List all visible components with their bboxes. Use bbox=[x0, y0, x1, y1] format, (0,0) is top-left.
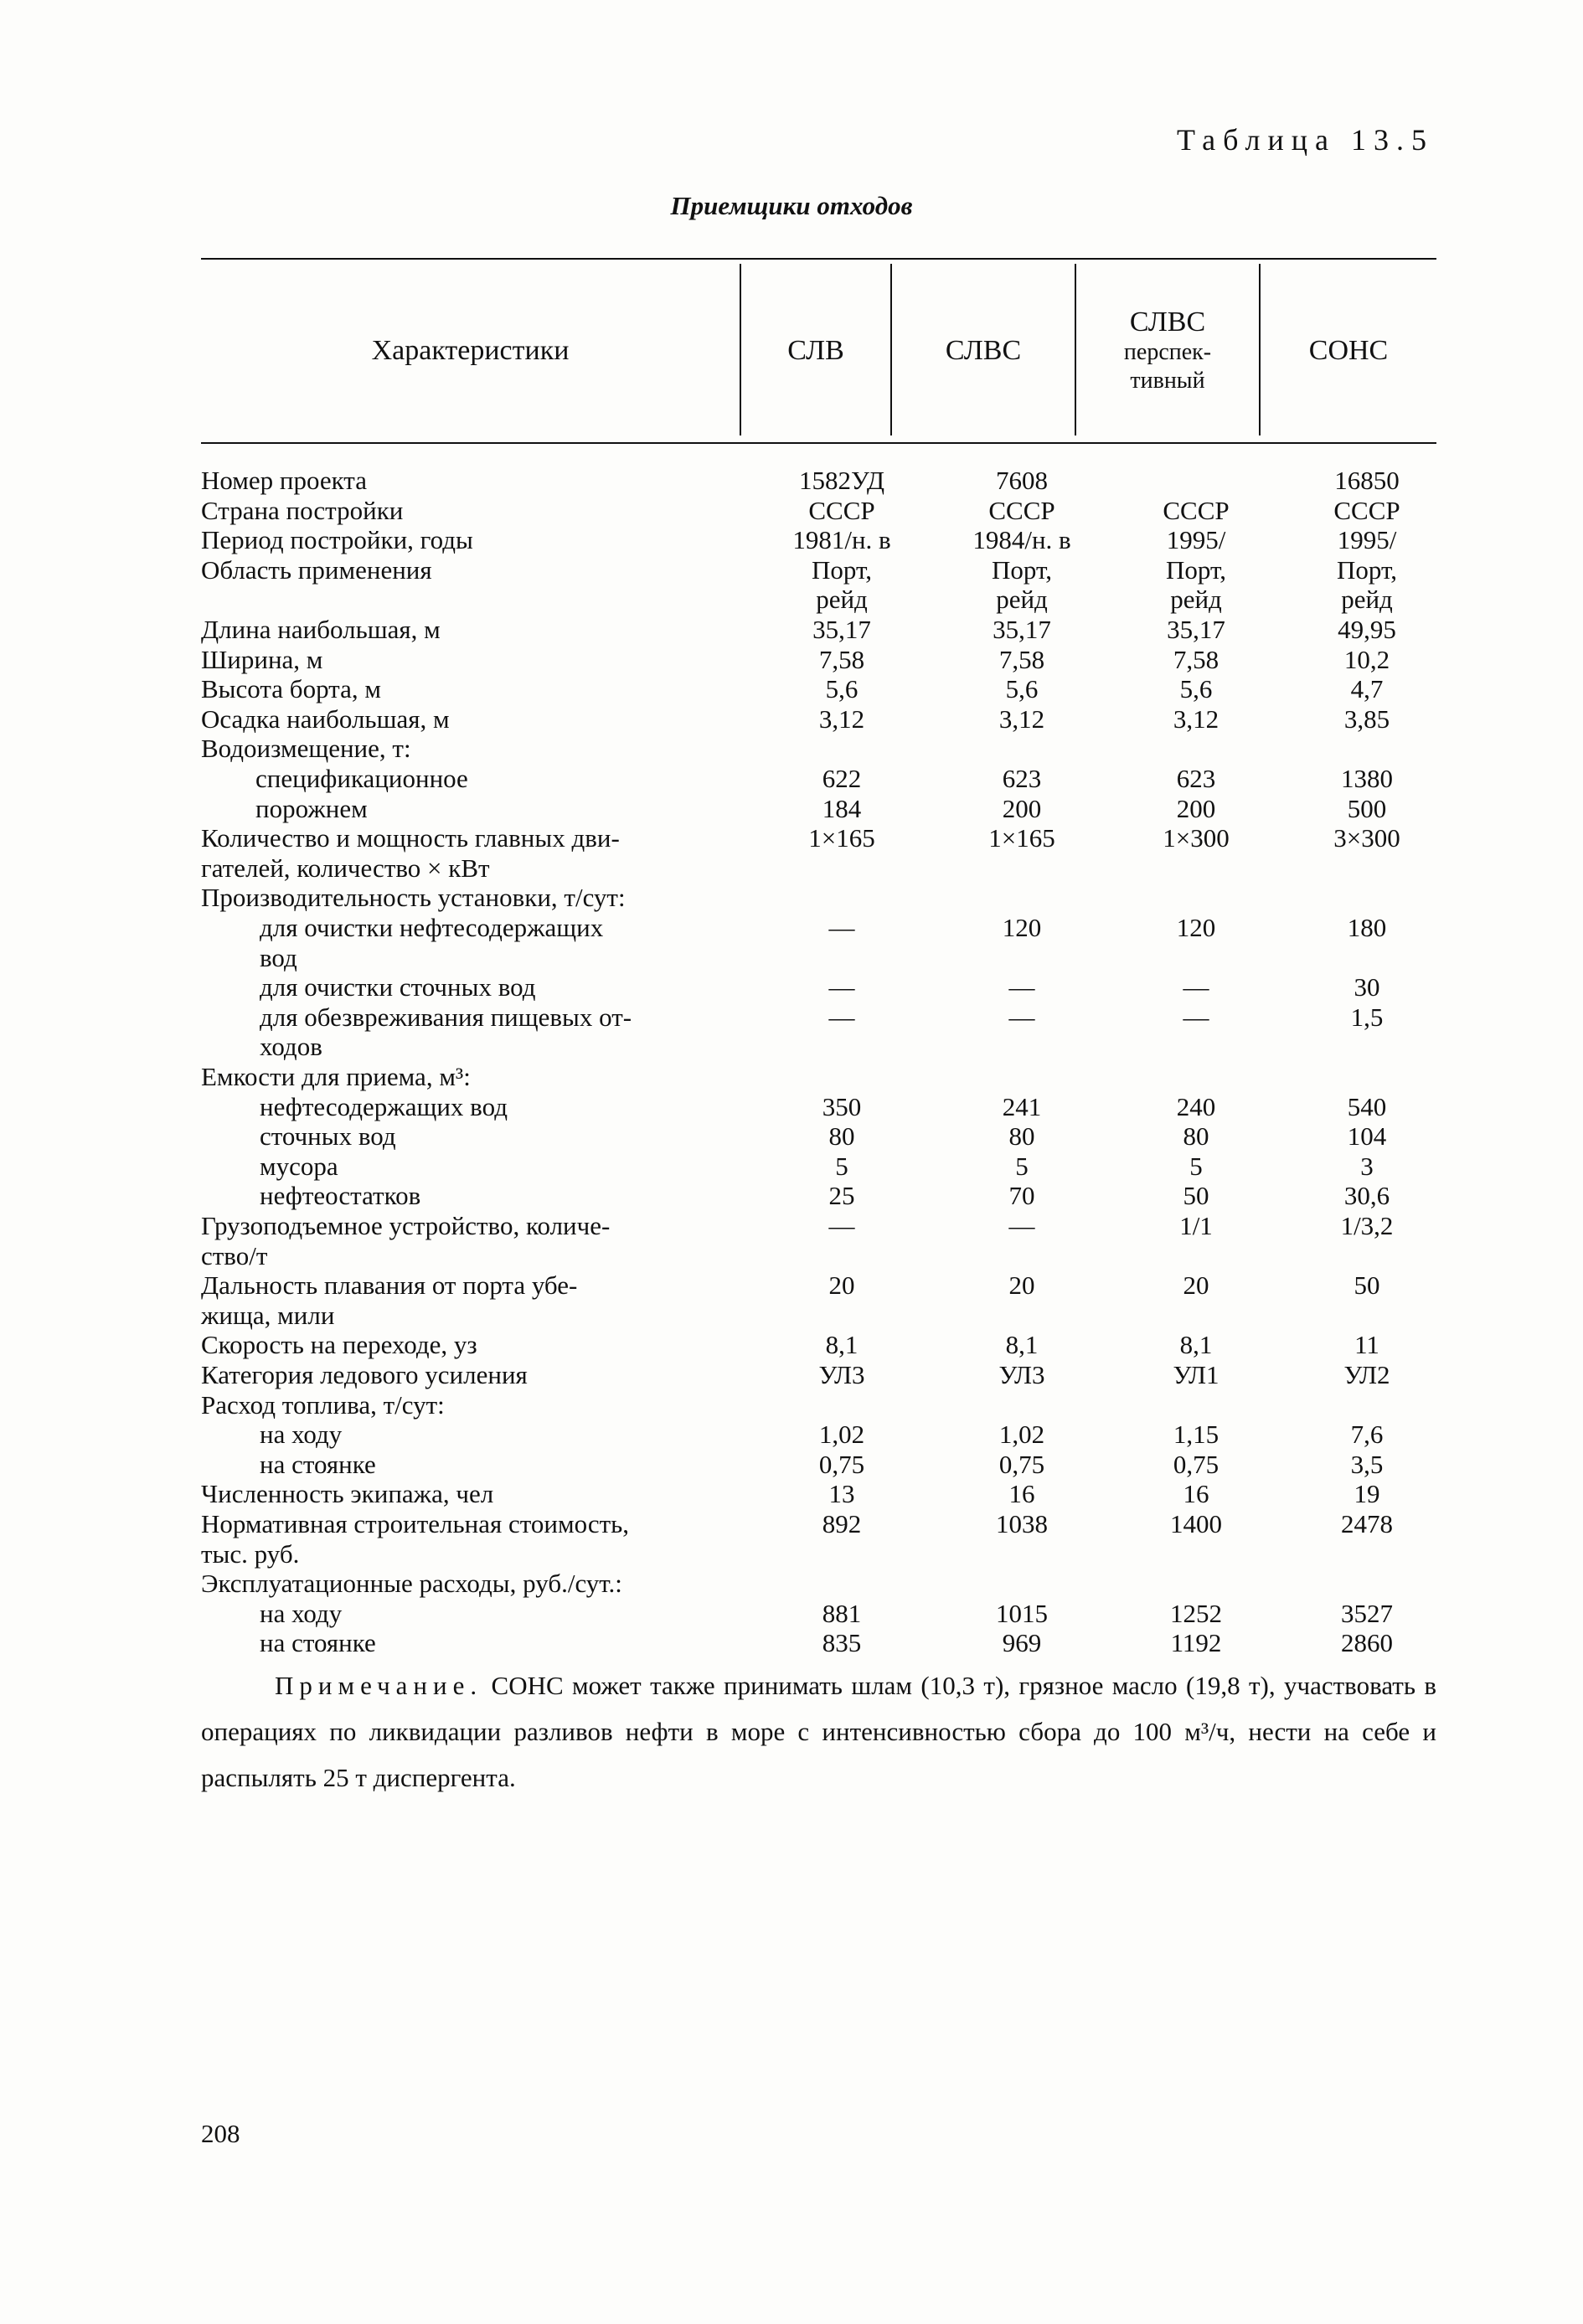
row-value: — bbox=[1183, 1002, 1209, 1032]
row-value: 500 bbox=[1347, 793, 1387, 823]
row-value: 19 bbox=[1354, 1479, 1380, 1509]
row-value: 16 bbox=[1183, 1479, 1209, 1509]
row-value: 540 bbox=[1347, 1091, 1387, 1121]
row-label: Грузоподъемное устройство, количе- bbox=[201, 1211, 611, 1240]
row-value: 80 bbox=[828, 1121, 855, 1152]
row-value: 3,85 bbox=[1343, 703, 1390, 734]
row-value: 1192 bbox=[1170, 1628, 1222, 1658]
row-value: 1×165 bbox=[988, 823, 1055, 853]
row-value: 20 bbox=[1008, 1270, 1035, 1301]
row-value: 240 bbox=[1176, 1091, 1216, 1121]
row-value: 200 bbox=[1176, 793, 1216, 823]
row-value: 3,12 bbox=[818, 703, 865, 734]
row-value: Порт, bbox=[992, 554, 1052, 585]
row-value: Порт, bbox=[1337, 554, 1397, 585]
row-value: рейд bbox=[1170, 585, 1222, 615]
row-value: 623 bbox=[1176, 764, 1216, 793]
row-value: 350 bbox=[822, 1091, 862, 1121]
row-value: 180 bbox=[1347, 913, 1387, 942]
row-label: Высота борта, м bbox=[201, 674, 381, 704]
row-value: — bbox=[828, 913, 855, 942]
row-label: Численность экипажа, чел bbox=[201, 1479, 494, 1509]
row-value: — bbox=[1008, 1211, 1035, 1240]
row-value: 969 bbox=[1002, 1628, 1042, 1658]
row-value: 4,7 bbox=[1350, 674, 1384, 704]
row-label: Номер проекта bbox=[201, 466, 367, 495]
row-value: 892 bbox=[822, 1509, 862, 1538]
row-value: 5,6 bbox=[1179, 674, 1213, 704]
row-value: — bbox=[828, 1211, 855, 1240]
row-label: нефтесодержащих вод bbox=[260, 1091, 508, 1121]
row-value: 200 bbox=[1002, 793, 1042, 823]
row-value: 20 bbox=[1183, 1270, 1209, 1301]
row-value: 3,12 bbox=[1173, 703, 1219, 734]
row-label: Дальность плавания от порта убе- bbox=[201, 1270, 578, 1301]
row-value: 3,12 bbox=[998, 703, 1045, 734]
row-value: 2860 bbox=[1341, 1628, 1393, 1658]
row-value: 16 bbox=[1008, 1479, 1035, 1509]
row-value: 3×300 bbox=[1333, 823, 1400, 853]
row-value: 3527 bbox=[1341, 1598, 1393, 1628]
row-value: 7,58 bbox=[818, 644, 865, 674]
row-value: рейд bbox=[996, 585, 1048, 615]
row-label: мусора bbox=[260, 1151, 338, 1181]
row-value: 5 bbox=[1189, 1151, 1203, 1181]
row-label: спецификационное bbox=[255, 764, 468, 793]
row-value: 1984/н. в bbox=[972, 525, 1071, 555]
row-label: Водоизмещение, т: bbox=[201, 734, 411, 764]
row-label: на ходу bbox=[260, 1420, 343, 1450]
row-value: 80 bbox=[1008, 1121, 1035, 1152]
row-value: 623 bbox=[1002, 764, 1042, 793]
row-value: 8,1 bbox=[1179, 1330, 1213, 1360]
row-value: — bbox=[828, 972, 855, 1002]
row-value: — bbox=[828, 1002, 855, 1032]
row-label: на ходу bbox=[260, 1598, 343, 1628]
row-label: Ширина, м bbox=[201, 644, 323, 674]
row-value: СССР bbox=[808, 495, 875, 525]
row-value: 35,17 bbox=[1167, 615, 1225, 644]
row-value: 50 bbox=[1354, 1270, 1380, 1301]
row-value: 35,17 bbox=[993, 615, 1051, 644]
row-value: 3,5 bbox=[1350, 1449, 1384, 1479]
row-value: 1038 bbox=[996, 1509, 1048, 1538]
page-number: 208 bbox=[201, 2119, 240, 2148]
table-note bbox=[201, 1662, 1436, 1801]
row-label: сточных вод bbox=[260, 1121, 396, 1152]
row-label: жища, мили bbox=[201, 1300, 335, 1330]
row-value: 1×165 bbox=[808, 823, 875, 853]
note-lead: Примечание. bbox=[275, 1671, 483, 1700]
table-top-rule bbox=[201, 258, 1436, 260]
row-value: 7608 bbox=[996, 466, 1048, 495]
row-value: 1582УД bbox=[799, 466, 884, 495]
header-slvs-perspective-name: СЛВС bbox=[1129, 307, 1206, 338]
row-label: на стоянке bbox=[260, 1449, 376, 1479]
header-bottom-rule bbox=[201, 442, 1436, 444]
row-value: 104 bbox=[1347, 1121, 1387, 1152]
row-label: Эксплуатационные расходы, руб./сут.: bbox=[201, 1569, 622, 1599]
row-value: 20 bbox=[828, 1270, 855, 1301]
row-label: Период постройки, годы bbox=[201, 525, 473, 555]
row-value: 2478 bbox=[1341, 1509, 1393, 1538]
row-label: порожнем bbox=[255, 793, 368, 823]
row-value: 184 bbox=[822, 793, 862, 823]
table-caption: Приемщики отходов bbox=[670, 191, 913, 220]
row-value: 1252 bbox=[1170, 1598, 1222, 1628]
row-value: 3 bbox=[1360, 1151, 1374, 1181]
note-text: СОНС может также принимать шлам (10,3 т), грязное масло (19,8 т), участвовать в операциях по ликвидации разливов нефти в море с интенсивностью сбора до 100 м³/ч, нести на себе и распылять 25 т диспергента. bbox=[201, 1671, 1437, 1792]
row-value: СССР bbox=[988, 495, 1055, 525]
row-value: СССР bbox=[1163, 495, 1230, 525]
row-value: 1400 bbox=[1170, 1509, 1222, 1538]
row-value: 8,1 bbox=[1005, 1330, 1039, 1360]
row-value: 1,02 bbox=[818, 1420, 865, 1450]
row-label: Длина наибольшая, м bbox=[201, 615, 441, 644]
header-slvs-perspective-sub1: перспек- bbox=[1123, 339, 1212, 365]
header-slvs-perspective-sub2: тивный bbox=[1130, 368, 1205, 394]
row-value: 120 bbox=[1176, 913, 1216, 942]
row-value: 13 bbox=[828, 1479, 855, 1509]
row-value: рейд bbox=[816, 585, 868, 615]
row-value: 7,58 bbox=[1173, 644, 1219, 674]
row-label: тыс. руб. bbox=[201, 1538, 300, 1569]
row-value: 1/3,2 bbox=[1340, 1211, 1394, 1240]
header-slv: СЛВ bbox=[787, 335, 844, 366]
row-value: 16850 bbox=[1334, 466, 1400, 495]
row-label: Область применения bbox=[201, 554, 432, 585]
row-value: 1981/н. в bbox=[792, 525, 891, 555]
row-label: Производительность установки, т/сут: bbox=[201, 883, 626, 913]
row-value: — bbox=[1183, 972, 1209, 1002]
header-slvs: СЛВС bbox=[945, 335, 1022, 366]
row-value: УЛ1 bbox=[1173, 1360, 1219, 1389]
row-value: 35,17 bbox=[812, 615, 871, 644]
header-slvs-perspective bbox=[1076, 261, 1259, 441]
row-value: 0,75 bbox=[998, 1449, 1045, 1479]
row-value: — bbox=[1008, 1002, 1035, 1032]
row-value: 241 bbox=[1002, 1091, 1042, 1121]
row-value: 30 bbox=[1354, 972, 1380, 1002]
row-label: Страна постройки bbox=[201, 495, 404, 525]
header-sons: СОНС bbox=[1308, 335, 1389, 366]
row-value: 49,95 bbox=[1338, 615, 1396, 644]
row-label: Расход топлива, т/сут: bbox=[201, 1389, 445, 1420]
row-value: 1995/ bbox=[1166, 525, 1226, 555]
row-value: 7,6 bbox=[1350, 1420, 1384, 1450]
row-label: для очистки сточных вод bbox=[260, 972, 536, 1002]
row-value: Порт, bbox=[1166, 554, 1226, 585]
row-label: ство/т bbox=[201, 1240, 268, 1270]
row-value: 1380 bbox=[1341, 764, 1393, 793]
row-value: 30,6 bbox=[1343, 1181, 1390, 1211]
row-label: вод bbox=[260, 942, 297, 972]
row-value: 0,75 bbox=[1173, 1449, 1219, 1479]
row-value: 1,5 bbox=[1350, 1002, 1384, 1032]
row-label: гателей, количество × кВт bbox=[201, 853, 490, 883]
row-value: 5 bbox=[1015, 1151, 1029, 1181]
row-label: Емкости для приема, м³: bbox=[201, 1062, 471, 1091]
row-value: 835 bbox=[822, 1628, 862, 1658]
row-value: СССР bbox=[1333, 495, 1400, 525]
row-label: Скорость на переходе, уз bbox=[201, 1330, 477, 1360]
row-label: Нормативная строительная стоимость, bbox=[201, 1509, 630, 1538]
row-value: 5,6 bbox=[825, 674, 859, 704]
row-value: 120 bbox=[1002, 913, 1042, 942]
row-value: 0,75 bbox=[818, 1449, 865, 1479]
row-label: для очистки нефтесодержащих bbox=[260, 913, 604, 942]
row-label: Категория ледового усиления bbox=[201, 1360, 528, 1389]
row-value: 70 bbox=[1008, 1181, 1035, 1211]
row-value: 25 bbox=[828, 1181, 855, 1211]
row-value: 50 bbox=[1183, 1181, 1209, 1211]
row-value: 80 bbox=[1183, 1121, 1209, 1152]
row-value: УЛ3 bbox=[818, 1360, 865, 1389]
row-label: Количество и мощность главных дви- bbox=[201, 823, 620, 853]
row-value: 881 bbox=[822, 1598, 862, 1628]
row-value: Порт, bbox=[812, 554, 872, 585]
row-value: 7,58 bbox=[998, 644, 1045, 674]
row-label: для обезвреживания пищевых от- bbox=[260, 1002, 632, 1032]
row-value: 10,2 bbox=[1343, 644, 1390, 674]
row-value: 5 bbox=[835, 1151, 848, 1181]
row-value: 1,02 bbox=[998, 1420, 1045, 1450]
row-value: УЛ3 bbox=[998, 1360, 1045, 1389]
row-value: 1,15 bbox=[1173, 1420, 1219, 1450]
row-value: 8,1 bbox=[825, 1330, 859, 1360]
header-characteristics: Характеристики bbox=[371, 335, 570, 366]
row-value: 622 bbox=[822, 764, 862, 793]
row-value: 5,6 bbox=[1005, 674, 1039, 704]
row-value: 1995/ bbox=[1337, 525, 1397, 555]
row-label: ходов bbox=[260, 1032, 322, 1062]
row-value: — bbox=[1008, 972, 1035, 1002]
row-value: 1/1 bbox=[1179, 1211, 1213, 1240]
row-label: на стоянке bbox=[260, 1628, 376, 1658]
row-label: Осадка наибольшая, м bbox=[201, 703, 450, 734]
row-value: рейд bbox=[1341, 585, 1393, 615]
row-value: 1015 bbox=[996, 1598, 1048, 1628]
table-number: Таблица 13.5 bbox=[1177, 123, 1434, 157]
row-value: 1×300 bbox=[1163, 823, 1230, 853]
row-label: нефтеостатков bbox=[260, 1181, 421, 1211]
row-value: 11 bbox=[1354, 1330, 1379, 1360]
row-value: УЛ2 bbox=[1343, 1360, 1390, 1389]
